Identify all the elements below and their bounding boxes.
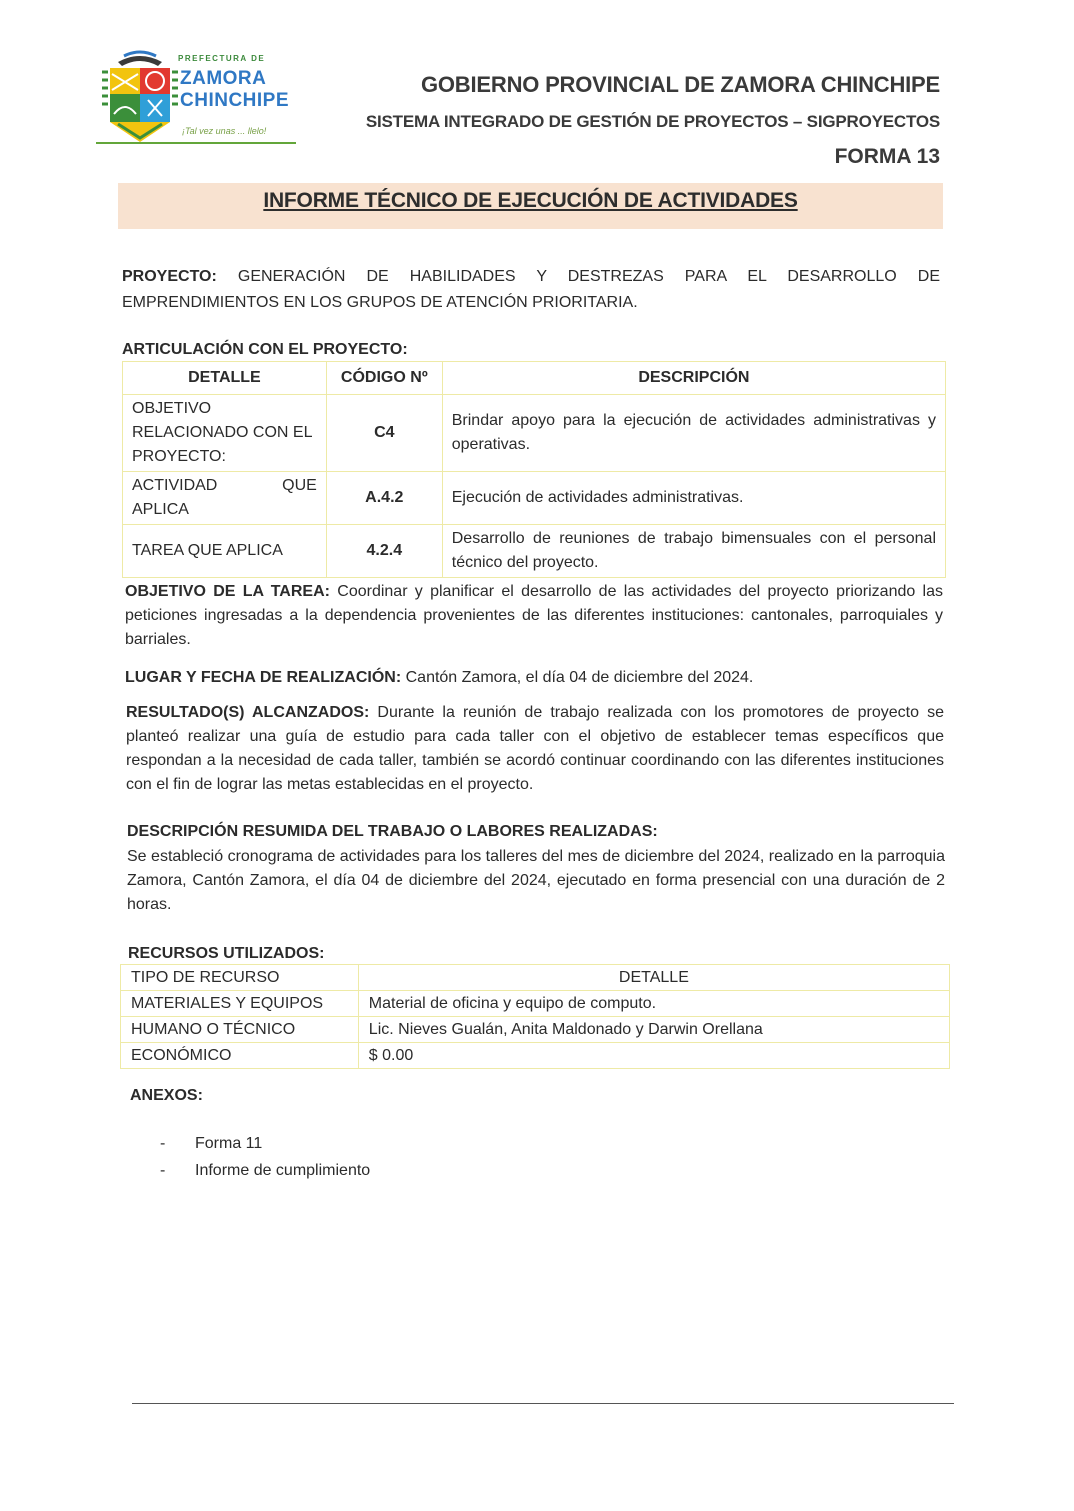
resources-header-row: [121, 965, 950, 991]
header-resource-detail: DETALLE: [358, 965, 949, 991]
header-description: DESCRIPCIÓN: [442, 362, 945, 395]
table-row: [123, 472, 946, 525]
task-objective-value: Coordinar y planificar el desarrollo de las actividades del proyecto priorizando las peticiones ingresadas a la dependencia provenientes de las diferentes instituciones: cantonales, parroquiales y barriales.: [125, 583, 944, 648]
articulation-header-row: [123, 362, 946, 395]
list-item: [160, 1157, 370, 1184]
list-item: [160, 1130, 370, 1157]
summary-label: DESCRIPCIÓN RESUMIDA DEL TRABAJO O LABORES REALIZADAS:: [127, 823, 658, 840]
resource-type: MATERIALES Y EQUIPOS: [121, 991, 359, 1017]
logo-name-line2: CHINCHIPE: [180, 90, 290, 111]
project-value: GENERACIÓN DE HABILIDADES Y DESTREZAS PARA EL DESARROLLO DE EMPRENDIMIENTOS EN LOS GRUPOS DE ATENCIÓN PRIORITARIA.: [122, 268, 940, 311]
coat-of-arms-icon: [100, 50, 180, 146]
header-detail: DETALLE: [123, 362, 327, 395]
resource-detail: Material de oficina y equipo de computo.: [358, 991, 949, 1017]
report-title-banner: [118, 183, 943, 229]
logo-name-line1: ZAMORA: [180, 68, 267, 89]
system-title: SISTEMA INTEGRADO DE GESTIÓN DE PROYECTOS – SIGPROYECTOS: [365, 112, 940, 131]
annex-text: Forma 11: [195, 1135, 263, 1152]
resource-type: HUMANO O TÉCNICO: [121, 1017, 359, 1043]
logo-slogan: ¡Tal vez unas ... llelo!: [182, 126, 267, 136]
row-detail: OBJETIVO RELACIONADO CON EL PROYECTO:: [123, 395, 327, 472]
project-label: PROYECTO:: [122, 268, 217, 285]
list-bullet: -: [160, 1135, 166, 1152]
table-row: [121, 1017, 950, 1043]
list-bullet: -: [160, 1162, 166, 1179]
table-row: [121, 991, 950, 1017]
annexes-label: ANEXOS:: [130, 1087, 203, 1104]
place-date-label: LUGAR Y FECHA DE REALIZACIÓN:: [125, 669, 402, 686]
task-objective-section: [125, 580, 943, 652]
task-objective-label: OBJETIVO DE LA TAREA:: [125, 583, 330, 600]
resources-label: RECURSOS UTILIZADOS:: [128, 945, 325, 962]
prefecture-logo: [96, 50, 301, 148]
place-date-value: Cantón Zamora, el día 04 de diciembre del 2024.: [405, 669, 754, 686]
row-code: C4: [326, 395, 442, 472]
table-row: [123, 395, 946, 472]
articulation-table: [122, 361, 946, 578]
row-description: Desarrollo de reuniones de trabajo bimensuales con el personal técnico del proyecto.: [442, 525, 945, 578]
row-description: Brindar apoyo para la ejecución de actividades administrativas y operativas.: [442, 395, 945, 472]
annexes-list: [160, 1130, 370, 1184]
row-detail: TAREA QUE APLICA: [123, 525, 327, 578]
table-row: [121, 1043, 950, 1069]
annex-text: Informe de cumplimiento: [195, 1162, 371, 1179]
resource-type: ECONÓMICO: [121, 1043, 359, 1069]
logo-prefix-text: PREFECTURA DE: [178, 54, 266, 63]
project-section: [122, 264, 940, 316]
articulation-label: ARTICULACIÓN CON EL PROYECTO:: [122, 341, 408, 358]
resource-detail: Lic. Nieves Gualán, Anita Maldonado y Darwin Orellana: [358, 1017, 949, 1043]
header-resource-type: TIPO DE RECURSO: [121, 965, 359, 991]
government-title: GOBIERNO PROVINCIAL DE ZAMORA CHINCHIPE: [420, 72, 940, 97]
row-detail: ACTIVIDAD QUE APLICA: [123, 472, 327, 525]
signature-line: [132, 1403, 954, 1404]
table-row: [123, 525, 946, 578]
resources-table: [120, 964, 950, 1069]
results-value: Durante la reunión de trabajo realizada con los promotores de proyecto se planteó realizar una guía de estudio para cada taller con el objetivo de establecer temas específicos que respondan a la necesidad de cada taller, también se acordó continuar coordinando con las diferentes instituciones con el fin de lograr las metas establecidas en el proyecto.: [126, 704, 944, 793]
place-date-section: [125, 666, 943, 690]
results-section: [126, 701, 944, 797]
resource-detail: $ 0.00: [358, 1043, 949, 1069]
header-code: CÓDIGO Nº: [326, 362, 442, 395]
report-title: INFORME TÉCNICO DE EJECUCIÓN DE ACTIVIDADES: [263, 189, 798, 212]
row-code: A.4.2: [326, 472, 442, 525]
logo-underline: [96, 142, 296, 144]
form-number: FORMA 13: [834, 145, 940, 168]
row-code: 4.2.4: [326, 525, 442, 578]
row-description: Ejecución de actividades administrativas.: [442, 472, 945, 525]
summary-value: Se estableció cronograma de actividades para los talleres del mes de diciembre del 2024, realizado en la parroquia Zamora, Cantón Zamora, el día 04 de diciembre del 2024, ejecutado en forma presencial con una duración de 2 horas.: [127, 848, 945, 913]
results-label: RESULTADO(S) ALCANZADOS:: [126, 704, 370, 721]
